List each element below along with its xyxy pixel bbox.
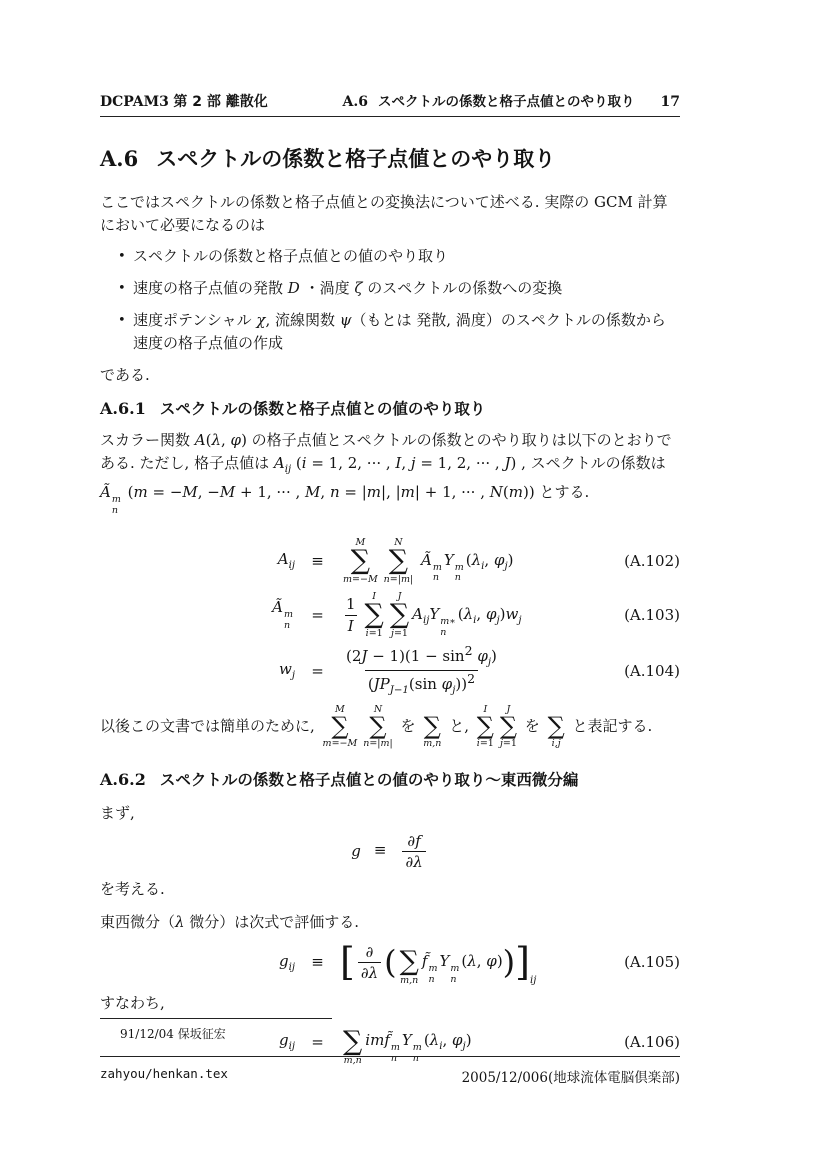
footnote — [100, 1018, 680, 1042]
kangaeru-text: を考える. — [100, 880, 165, 899]
equation-block-1 — [100, 537, 680, 698]
scalar-function-paragraph: スカラー関数 A(λ, φ) の格子点値とスペクトルの係数とのやり取りは以下のとおりである. ただし, 格子点値は $A_{ij}$ (i = 1, 2, ··· , I, j = 1, 2, ··· , J) , スペクトルの係数は Ã m n (m = −M, −M + 1, ··· , M, n = |m|, |m| + 1, ··· , N(m)) とする. — [100, 431, 672, 516]
footer-filename: zahyou/henkan.tex — [100, 1066, 228, 1081]
list-item — [118, 309, 680, 355]
list-item-text: 速度ポテンシャル χ, 流線関数 ψ（もとは 発散, 渦度）のスペクトルの係数から速度の格子点値の作成 — [133, 311, 666, 352]
header-left — [100, 91, 268, 111]
equation-rhs: $\frac{(2J - 1)(1 - \sin^2 \varphi_j)}{(JP_{J-1}(\sin \varphi_j))^2}$ — [346, 643, 497, 697]
equation-a102 — [100, 537, 680, 585]
subsection-title: スペクトルの係数と格子点値との値のやり取り～東西微分編 — [159, 770, 579, 789]
equation-tag: (A.104) — [624, 661, 680, 680]
footer-credit: 2005/12/006(地球流体電脳倶楽部) — [461, 1070, 680, 1086]
page-footer — [100, 1056, 680, 1086]
mazu-text: まず, — [100, 803, 135, 822]
list-item — [118, 277, 680, 300]
equation-lhs: $g_{ij}$ — [278, 951, 295, 973]
page-number: 17 — [660, 94, 680, 110]
equation-relation: = — [311, 606, 324, 625]
equation-lhs: Ã m n — [272, 598, 293, 632]
section-heading — [100, 143, 680, 173]
equation-tag: (A.105) — [624, 953, 680, 972]
after-bullets-text: である. — [100, 366, 150, 384]
intro-paragraph: ここではスペクトルの係数と格子点値との変換法について述べる. 実際の GCM 計算において必要になるのは — [100, 193, 668, 234]
subsection-heading-a62 — [100, 768, 680, 790]
equation-a105 — [100, 938, 680, 986]
header-section-number: A.6 — [342, 94, 369, 110]
footnote-rule — [100, 1018, 332, 1019]
equation-tag: (A.106) — [624, 1032, 680, 1051]
header-doc-part: 第 2 部 離散化 — [173, 94, 268, 110]
equation-a103 — [100, 591, 680, 639]
page-content — [100, 0, 680, 1066]
header-doc-code: DCPAM3 — [100, 94, 169, 110]
equation-relation: = — [311, 1032, 324, 1051]
subsection-title: スペクトルの係数と格子点値との値のやり取り — [159, 400, 486, 418]
subsection-number: A.6.1 — [100, 399, 146, 418]
equation-relation: ≡ — [311, 953, 324, 972]
section-title: スペクトルの係数と格子点値とのやり取り — [156, 147, 556, 171]
equation-relation: = — [311, 661, 324, 680]
list-item — [118, 245, 680, 268]
equation-tag: (A.102) — [624, 551, 680, 570]
footnote-text: 91/12/04 保坂征宏 — [120, 1027, 226, 1041]
header-section-title: スペクトルの係数と格子点値とのやり取り — [378, 94, 635, 110]
equation-rhs: [ $\frac{\partial}{\partial\lambda}$ ( ∑ m,n f̃ m n Y m n (λ, $\varphi))]_{ij}$ — [340, 940, 537, 987]
touzai-paragraph: 東西微分（λ 微分）は次式で評価する. — [100, 913, 360, 932]
subsection-number: A.6.2 — [100, 769, 146, 789]
list-item-text: 速度の格子点値の発散 D ・渦度 ζ のスペクトルの係数への変換 — [133, 279, 563, 297]
equation-relation: ≡ — [311, 551, 324, 570]
sunawachi-text: すなわち, — [100, 994, 165, 1013]
equation-rhs: ∑ m,n imf̃ m n Y m n ($\lambda_i$, $\varphi_j$) — [343, 1025, 472, 1066]
equation-lhs: $A_{ij}$ — [277, 550, 295, 572]
list-item-text: スペクトルの係数と格子点値との値のやり取り — [133, 247, 449, 265]
equation-tag: (A.103) — [624, 606, 680, 625]
equation-rhs: $\frac{1}{I}$ I ∑ i=1 J ∑ j=1 $A_{ij}Y$ m∗ n ($\lambda_i$, $\varphi_j)w_j$ — [346, 591, 522, 640]
equation-a104 — [100, 643, 680, 698]
running-header — [100, 90, 680, 117]
subsection-heading-a61 — [100, 397, 680, 419]
equation-block-2 — [100, 938, 680, 986]
equation-rhs: M ∑ m=−M N ∑ n=|m| Ã m n Y m n ($\lambda_i$, $\varphi_j$) — [343, 536, 514, 585]
equation-g-definition: g ≡ $\frac{\partial f}{\partial\lambda}$ — [100, 831, 680, 873]
equation-lhs: $g_{ij}$ — [278, 1031, 295, 1053]
equation-lhs: $w_j$ — [278, 660, 295, 682]
bullet-list — [100, 245, 680, 355]
section-number: A.6 — [100, 146, 139, 171]
header-right — [343, 90, 680, 110]
notation-paragraph: 以後この文書では簡単のために, M ∑ m=−M N ∑ n=|m| を ∑ m,n と, I ∑ i=1 J ∑ j=1 を ∑ i,j と表記する. — [100, 703, 653, 750]
